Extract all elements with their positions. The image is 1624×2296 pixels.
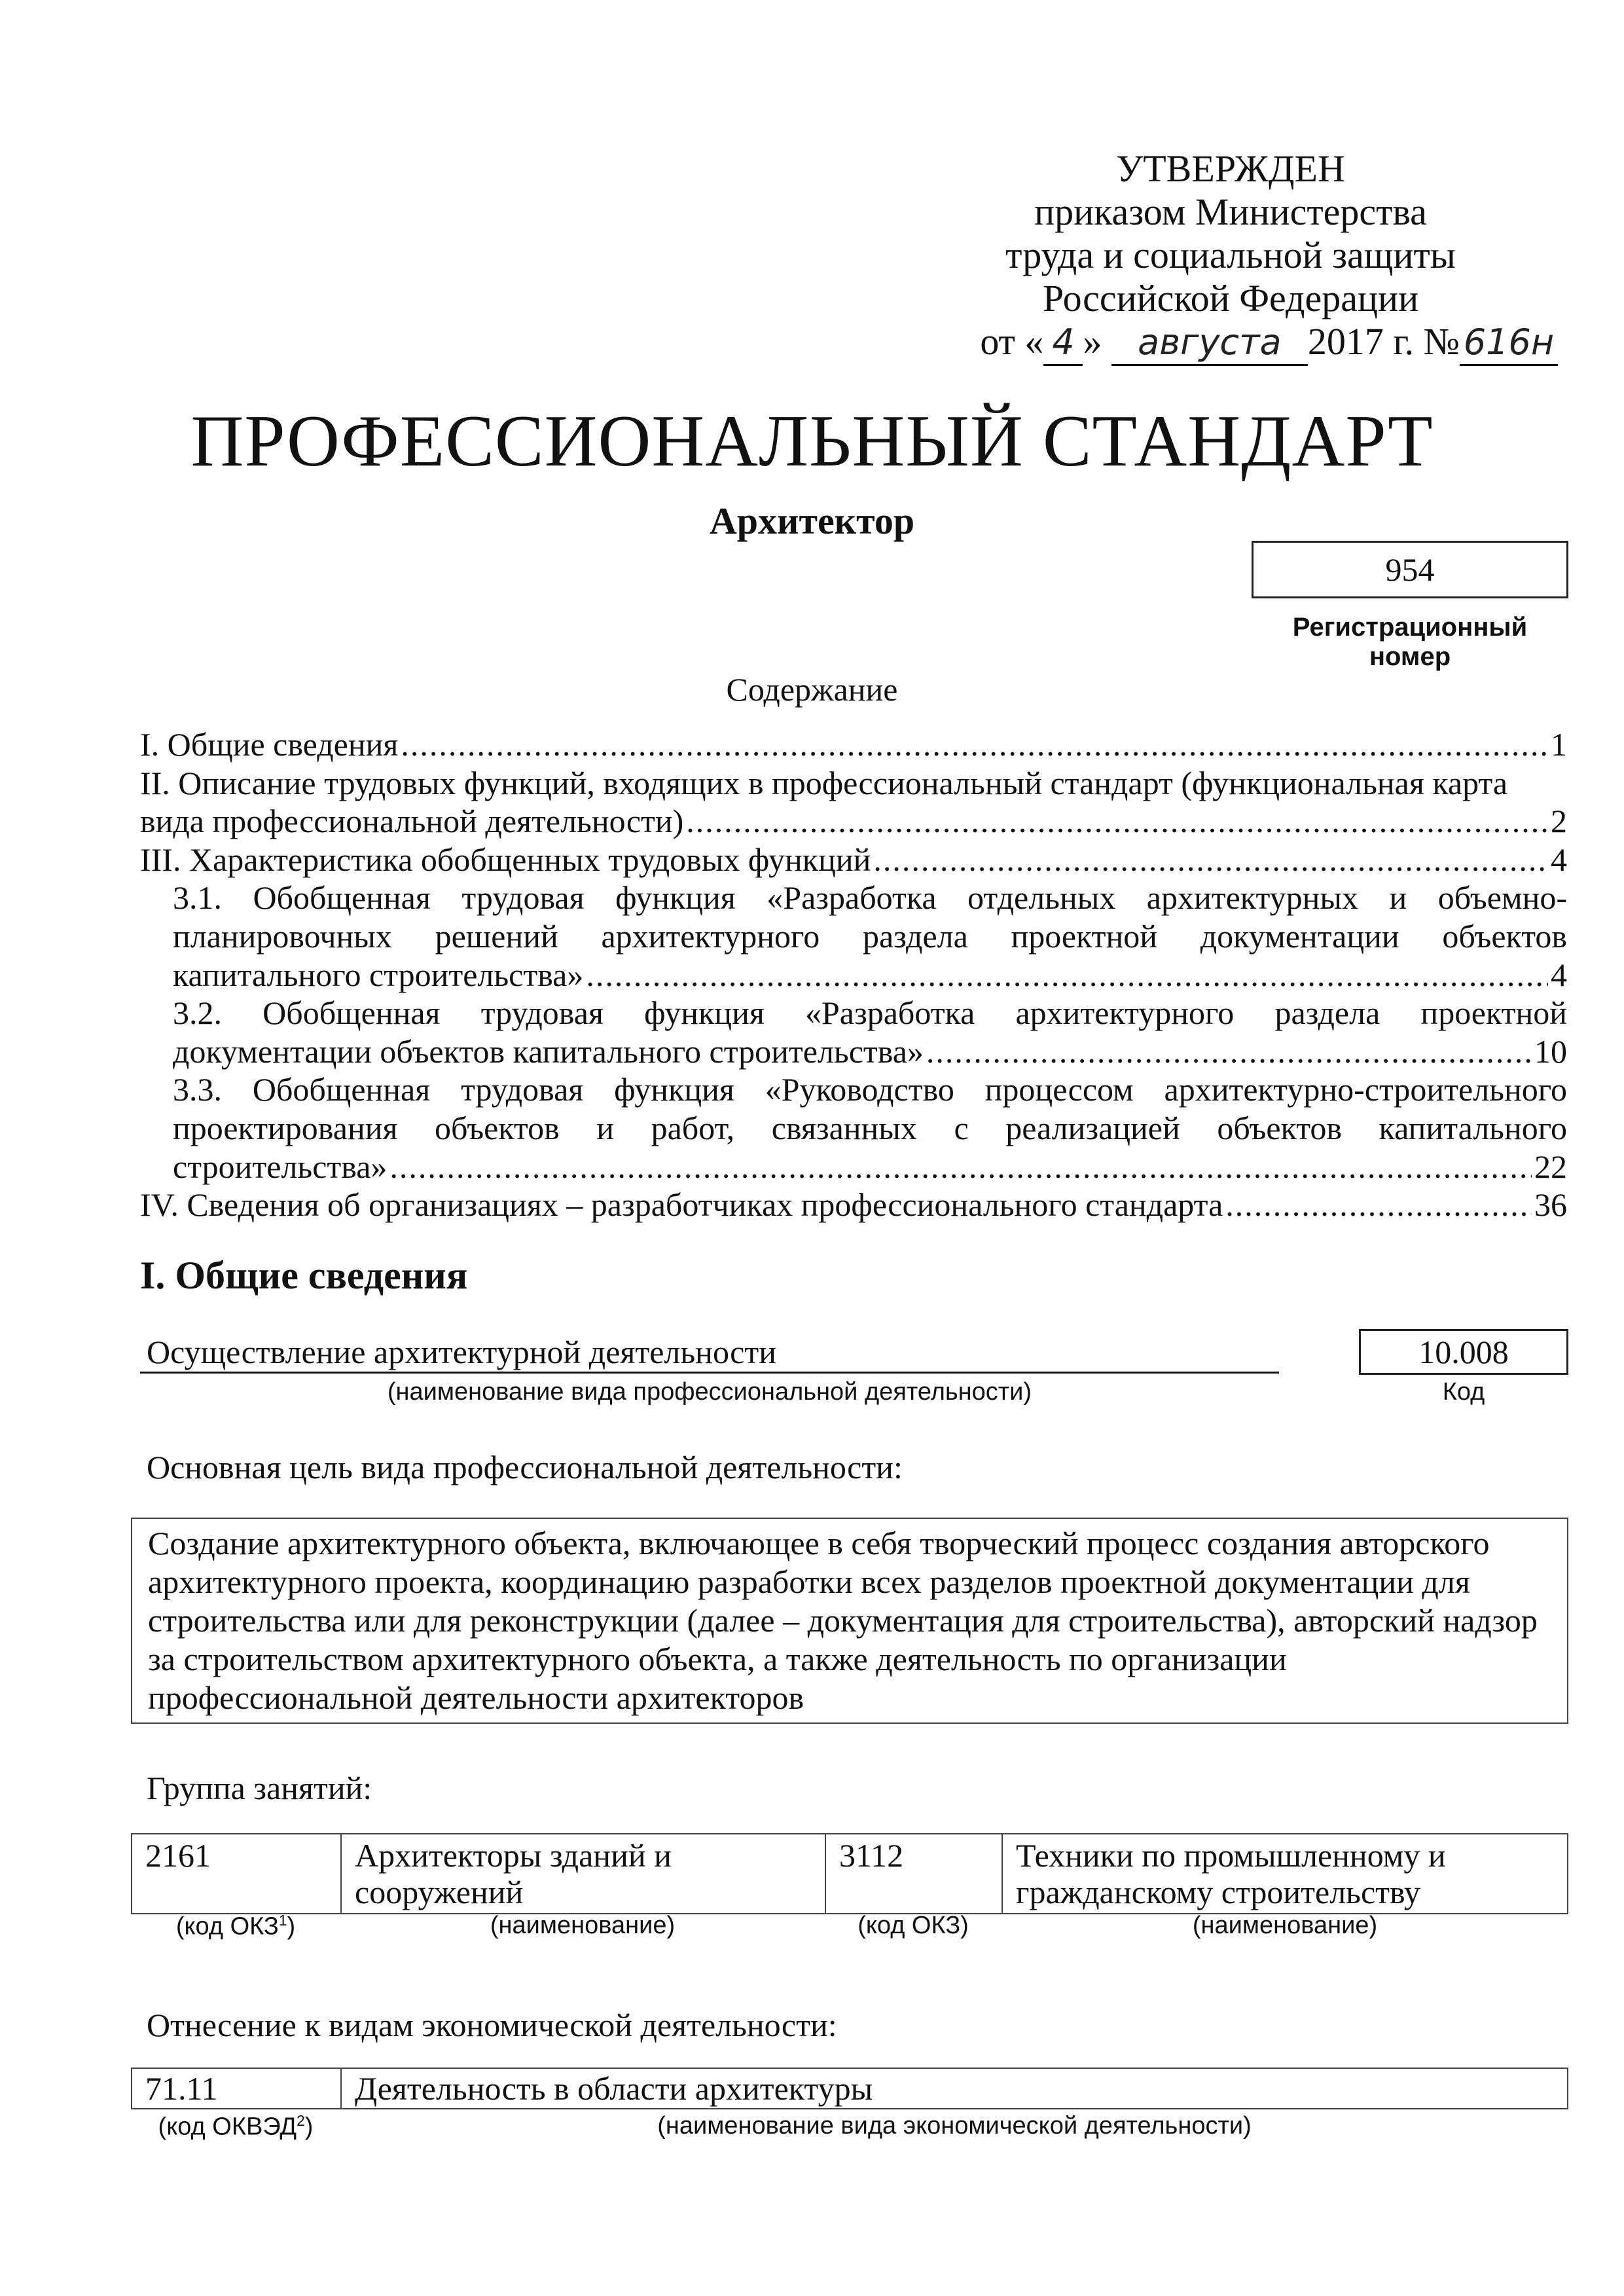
toc-entry[interactable] <box>140 879 1567 994</box>
date-day: 4 <box>1043 321 1083 366</box>
okved-name-caption: (наименование вида экономической деятельности) <box>657 2112 1252 2140</box>
date-mid: » <box>1083 320 1102 363</box>
toc-entry-page: 2 <box>1551 803 1567 840</box>
okved-label: Отнесение к видам экономической деятельности: <box>147 2007 837 2043</box>
okved-table <box>131 2068 1568 2109</box>
okz-name-caption: (наименование) <box>1192 1912 1378 1939</box>
okved-name-cell: Деятельность в области архитектуры <box>341 2068 1568 2109</box>
activity-code-caption: Код <box>1442 1378 1485 1406</box>
toc-entry-text: II. Описание трудовых функций, входящих в профессиональный стандарт (функциональная карта <box>140 764 1508 801</box>
toc-entry-text-last: документации объектов капитального строительства» <box>173 1032 924 1070</box>
activity-caption: (наименование вида профессиональной деятельности) <box>387 1378 1032 1406</box>
toc-entry-text: 3.1. Обобщенная трудовая функция «Разработка отдельных архитектурных и объемно-планировочных решений архитектурного раздела проектной документации объектов <box>173 879 1567 955</box>
group-captions <box>131 1912 1568 1941</box>
okz-code-caption: (код ОКЗ) <box>857 1912 969 1939</box>
registration-number-box: 954 <box>1252 541 1568 598</box>
approval-line-1: приказом Министерства <box>1034 191 1427 233</box>
activity-code-box: 10.008 <box>1359 1329 1568 1375</box>
okz-code-cell: 3112 <box>825 1834 1002 1914</box>
occupation-group-table <box>131 1833 1568 1914</box>
document-title: ПРОФЕССИОНАЛЬНЫЙ СТАНДАРТ <box>190 401 1434 482</box>
toc-entry-page: 4 <box>1551 956 1567 993</box>
date-prefix: от « <box>980 320 1044 363</box>
goal-label: Основная цель вида профессиональной деятельности: <box>147 1449 903 1485</box>
toc-entry[interactable] <box>140 764 1567 841</box>
okved-code-cell: 71.11 <box>132 2068 341 2109</box>
approval-line-3: Российской Федерации <box>1042 277 1419 319</box>
toc-entry[interactable] <box>140 1186 1567 1224</box>
okz-name-cell: Техники по промышленному и гражданскому строительству <box>1002 1834 1568 1914</box>
okz-name-cell: Архитекторы зданий и сооружений <box>341 1834 825 1914</box>
toc-entry[interactable] <box>140 841 1567 879</box>
toc-entry-text-last: капитального строительства» <box>173 956 584 993</box>
toc-entry-page: 4 <box>1551 841 1567 878</box>
registration-number-label: Регистрационный номер <box>1292 613 1528 671</box>
toc-heading: Содержание <box>726 671 898 708</box>
okved-captions <box>131 2112 1568 2141</box>
table-row <box>132 1834 1568 1914</box>
toc-entry-text: IV. Сведения об организациях – разработчиках профессионального стандарта <box>140 1186 1223 1224</box>
approval-block <box>851 147 1610 366</box>
toc-entry-text-last: строительства» <box>173 1148 388 1185</box>
toc-entry-page: 10 <box>1534 1032 1567 1070</box>
table-row <box>132 2068 1568 2109</box>
date-year: 2017 г. № <box>1307 320 1460 363</box>
okz-name-caption: (наименование) <box>490 1912 676 1939</box>
date-month: августа <box>1111 321 1308 366</box>
activity-name: Осуществление архитектурной деятельности <box>140 1332 1279 1374</box>
group-label: Группа занятий: <box>147 1770 372 1806</box>
okz-code-cell: 2161 <box>132 1834 341 1914</box>
toc-entry[interactable] <box>140 725 1567 764</box>
order-number: 616н <box>1460 321 1558 366</box>
goal-text-box: Создание архитектурного объекта, включающее в себя творческий процесс создания авторского архитектурного проекта, координацию разработки всех разделов проектной документации для строительства или для реконструкции (далее – документация для строительства), авторский надзор за строительством архитектурного объекта, а также деятельность по организации профессиональной деятельности архитекторов <box>131 1518 1568 1724</box>
toc-entry-page: 1 <box>1551 726 1567 763</box>
toc-entry-text-last: вида профессиональной деятельности) <box>140 803 684 840</box>
toc-entry-text: I. Общие сведения <box>140 726 399 763</box>
toc-entry-page: 36 <box>1534 1186 1567 1224</box>
okved-code-caption: (код ОКВЭД$^2$) <box>158 2112 314 2141</box>
toc-entry-text: 3.3. Обобщенная трудовая функция «Руководство процессом архитектурно-строительного проектирования объектов и работ, связанных с реализацией объектов капитального <box>173 1071 1567 1146</box>
approval-title: УТВЕРЖДЕН <box>1116 147 1345 190</box>
toc-entry-text: 3.2. Обобщенная трудовая функция «Разработка архитектурного раздела проектной <box>173 994 1567 1032</box>
approval-line-2: труда и социальной защиты <box>1005 234 1456 276</box>
okz-code-caption: (код ОКЗ$^1$) <box>175 1912 296 1941</box>
toc-entry-page: 22 <box>1534 1148 1567 1185</box>
section-heading: I. Общие сведения <box>140 1254 468 1297</box>
table-of-contents <box>140 725 1567 1224</box>
toc-entry-text: III. Характеристика обобщенных трудовых функций <box>140 841 871 878</box>
toc-entry[interactable] <box>140 1070 1567 1186</box>
document-subtitle: Архитектор <box>709 500 915 542</box>
toc-entry[interactable] <box>140 994 1567 1070</box>
approval-date-line <box>851 320 1610 366</box>
